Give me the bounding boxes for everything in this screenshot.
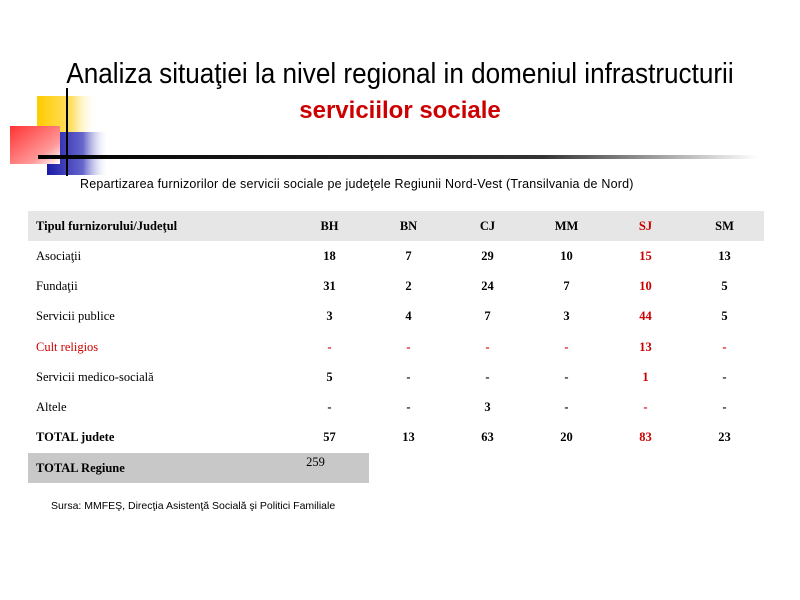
row-label: Servicii medico-socială — [36, 369, 154, 384]
row-label: TOTAL judete — [36, 430, 115, 445]
table-row — [28, 332, 764, 362]
table-cell: - — [722, 339, 727, 354]
table-header-row — [28, 211, 764, 241]
table-row — [28, 302, 764, 332]
table-cell: 5 — [721, 278, 728, 293]
page-title-line2: serviciilor sociale — [299, 97, 501, 124]
table-cell: 2 — [405, 278, 412, 293]
table-cell: 83 — [639, 430, 652, 445]
table-cell: 29 — [481, 248, 494, 263]
row-label: TOTAL Regiune — [28, 453, 290, 483]
page-title: Analiza situaţiei la nivel regional in domeniul infrastructurii — [66, 58, 734, 90]
table-cell: - — [327, 400, 332, 415]
total-judete-row — [28, 423, 764, 453]
table-cell: - — [564, 400, 569, 415]
table-cell: 13 — [718, 248, 731, 263]
table-cell: 5 — [721, 309, 728, 324]
table-cell: - — [564, 339, 569, 354]
table-cell: 1 — [642, 369, 649, 384]
header-cell: BN — [369, 211, 448, 241]
table-cell: 44 — [639, 309, 652, 324]
horizontal-rule — [38, 155, 758, 159]
table-row — [28, 362, 764, 392]
table-cell: 13 — [402, 430, 415, 445]
table-cell: 20 — [560, 430, 573, 445]
table-row — [28, 392, 764, 422]
table-cell: - — [406, 369, 411, 384]
table-cell: 3 — [326, 309, 333, 324]
table-cell: - — [406, 339, 411, 354]
table-row — [28, 271, 764, 301]
table-cell: 3 — [563, 309, 570, 324]
table-cell: 7 — [563, 278, 570, 293]
table-cell: 3 — [484, 400, 491, 415]
table-cell: - — [564, 369, 569, 384]
table-cell: 5 — [326, 369, 333, 384]
table-caption: Repartizarea furnizorilor de servicii sociale pe judeţele Regiunii Nord-Vest (Transilvania de Nord) — [80, 177, 634, 191]
table-cell: 57 — [323, 430, 336, 445]
table-cell: - — [406, 400, 411, 415]
table-cell: 7 — [484, 309, 491, 324]
header-cell: SJ — [606, 211, 685, 241]
table-cell: 7 — [405, 248, 412, 263]
table-cell: - — [722, 400, 727, 415]
table-cell: 31 — [323, 278, 336, 293]
table-cell: - — [485, 339, 490, 354]
table-cell: 10 — [560, 248, 573, 263]
table-cell: 4 — [405, 309, 412, 324]
header-cell: BH — [290, 211, 369, 241]
row-label: Asociaţii — [36, 248, 82, 263]
table-cell: - — [485, 369, 490, 384]
total-regiune-value: 259 — [306, 454, 325, 469]
table-cell: 24 — [481, 278, 494, 293]
header-cell: SM — [685, 211, 764, 241]
table-cell: 18 — [323, 248, 336, 263]
header-cell: CJ — [448, 211, 527, 241]
table-cell: 10 — [639, 278, 652, 293]
header-cell: Tipul furnizorului/Judeţul — [28, 211, 290, 241]
total-regiune-row — [28, 453, 764, 483]
row-label: Servicii publice — [36, 309, 115, 324]
table-cell: 63 — [481, 430, 494, 445]
table-cell: 23 — [718, 430, 731, 445]
table-cell: - — [722, 369, 727, 384]
table-row — [28, 241, 764, 271]
row-label: Fundaţii — [36, 278, 78, 293]
table-cell: 15 — [639, 248, 652, 263]
header-cell: MM — [527, 211, 606, 241]
source-note: Sursa: MMFEŞ, Direcţia Asistenţă Socială şi Politici Familiale — [51, 500, 336, 512]
table-cell: 13 — [639, 339, 652, 354]
row-label: Altele — [36, 400, 67, 415]
providers-table — [28, 211, 764, 483]
row-label: Cult religios — [36, 339, 99, 354]
table-cell: - — [327, 339, 332, 354]
table-cell: - — [643, 400, 648, 415]
